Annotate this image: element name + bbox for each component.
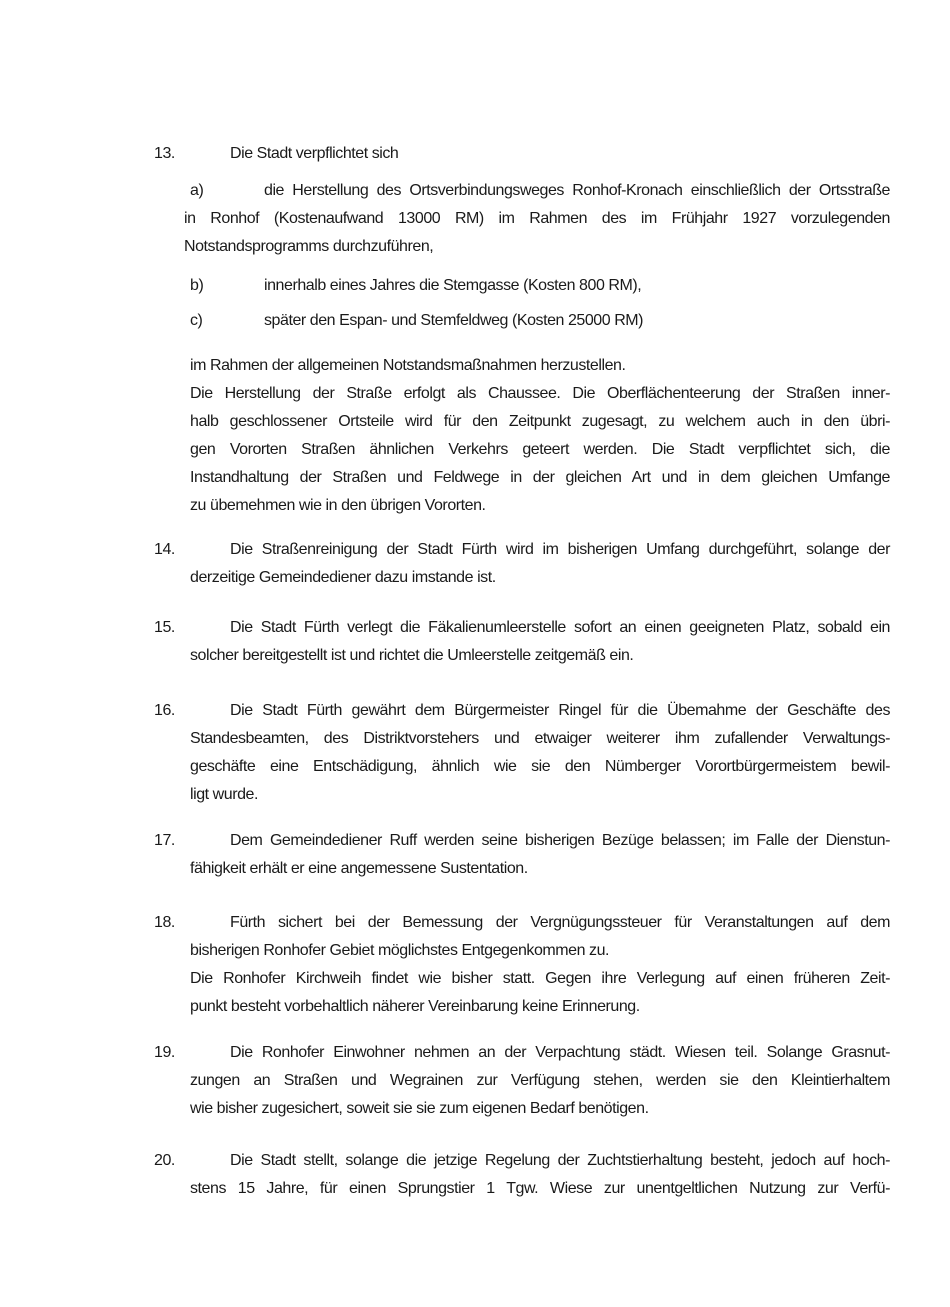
text-line: ligt wurde. <box>190 786 258 803</box>
text-line: punkt besteht vorbehaltlich näherer Vereinbarung keine Erinnerung. <box>190 998 640 1015</box>
paragraph-15 <box>154 614 890 670</box>
text-line: Standesbeamten, des Distriktvorstehers und etwaiger weiterer ihm zufallender Verwaltungs- <box>190 730 890 747</box>
text-line: Die Ronhofer Kirchweih findet wie bisher statt. Gegen ihre Verlegung auf einen früheren Zeit- <box>190 970 890 987</box>
sub-item-b <box>184 272 890 300</box>
text-line: bisherigen Ronhofer Gebiet möglichstes Entgegenkommen zu. <box>190 942 610 959</box>
text-line: innerhalb eines Jahres die Stemgasse (Kosten 800 RM), <box>264 277 642 294</box>
paragraph-14 <box>154 536 890 592</box>
paragraph-17 <box>154 827 890 883</box>
text-line: Fürth sichert bei der Bemessung der Vergnügungssteuer für Veranstaltungen auf dem <box>230 914 890 931</box>
paragraph-19 <box>154 1039 890 1123</box>
paragraph-number: 20. <box>154 1152 175 1169</box>
text-line: fähigkeit erhält er eine angemessene Sustentation. <box>190 860 528 877</box>
text-line: Die Stadt stellt, solange die jetzige Regelung der Zuchtstierhaltung besteht, jedoch auf hoch- <box>230 1152 890 1169</box>
text-line: Die Stadt verpflichtet sich <box>230 145 399 162</box>
text-line: zungen an Straßen und Wegrainen zur Verfügung stehen, werden sie den Kleintierhaltem <box>190 1072 890 1089</box>
sub-item-label: a) <box>190 182 204 199</box>
text-line: zu übemehmen wie in den übrigen Vororten. <box>190 497 486 514</box>
paragraph-13-continuation <box>190 352 890 520</box>
text-line: Die Ronhofer Einwohner nehmen an der Verpachtung städt. Wiesen teil. Solange Grasnut- <box>230 1044 890 1061</box>
text-line: Die Stadt Fürth verlegt die Fäkalienumleerstelle sofort an einen geeigneten Platz, sobald ein <box>230 619 890 636</box>
paragraph-18 <box>154 909 890 1021</box>
text-line: wie bisher zugesichert, soweit sie sie zum eigenen Bedarf benötigen. <box>190 1100 649 1117</box>
text-line: gen Vororten Straßen ähnlichen Verkehrs geteert werden. Die Stadt verpflichtet sich, die <box>190 441 890 458</box>
paragraph-number: 17. <box>154 832 175 849</box>
text-line: Instandhaltung der Straßen und Feldwege in der gleichen Art und in dem gleichen Umfange <box>190 469 890 486</box>
text-line: in Ronhof (Kostenaufwand 13000 RM) im Rahmen des im Frühjahr 1927 vorzulegenden <box>184 210 890 227</box>
paragraph-number: 19. <box>154 1044 175 1061</box>
paragraph-number: 15. <box>154 619 175 636</box>
text-line: halb geschlossener Ortsteile wird für den Zeitpunkt zugesagt, zu welchem auch in den übri- <box>190 413 890 430</box>
text-line: später den Espan- und Stemfeldweg (Kosten 25000 RM) <box>264 312 644 329</box>
text-line: Notstandsprogramms durchzuführen, <box>184 238 434 255</box>
text-line: solcher bereitgestellt ist und richtet die Umleerstelle zeitgemäß ein. <box>190 647 634 664</box>
sub-item-a <box>184 177 890 261</box>
sub-item-label: b) <box>190 277 204 294</box>
text-line: Die Stadt Fürth gewährt dem Bürgermeister Ringel für die Übemahme der Geschäfte des <box>230 702 890 719</box>
text-line: Die Herstellung der Straße erfolgt als Chaussee. Die Oberflächenteerung der Straßen inner- <box>190 385 890 402</box>
text-line: stens 15 Jahre, für einen Sprungstier 1 Tgw. Wiese zur unentgeltlichen Nutzung zur Verfü- <box>190 1180 890 1197</box>
paragraph-16 <box>154 697 890 809</box>
text-line: derzeitige Gemeindediener dazu imstande ist. <box>190 569 496 586</box>
text-line: Dem Gemeindediener Ruff werden seine bisherigen Bezüge belassen; im Falle der Dienstun- <box>230 832 890 849</box>
paragraph-number: 13. <box>154 145 175 162</box>
paragraph-number: 18. <box>154 914 175 931</box>
text-line: im Rahmen der allgemeinen Notstandsmaßnahmen herzustellen. <box>190 357 626 374</box>
paragraph-number: 16. <box>154 702 175 719</box>
paragraph-20 <box>154 1147 890 1203</box>
text-line: geschäfte eine Entschädigung, ähnlich wie sie den Nümberger Vorortbürgermeistem bewil- <box>190 758 890 775</box>
paragraph-13 <box>154 140 890 168</box>
sub-item-c <box>184 307 890 335</box>
text-line: Die Straßenreinigung der Stadt Fürth wird im bisherigen Umfang durchgeführt, solange der <box>230 541 890 558</box>
paragraph-number: 14. <box>154 541 175 558</box>
text-line: die Herstellung des Ortsverbindungsweges Ronhof-Kronach einschließlich der Ortsstraße <box>264 182 890 199</box>
sub-item-label: c) <box>190 312 203 329</box>
